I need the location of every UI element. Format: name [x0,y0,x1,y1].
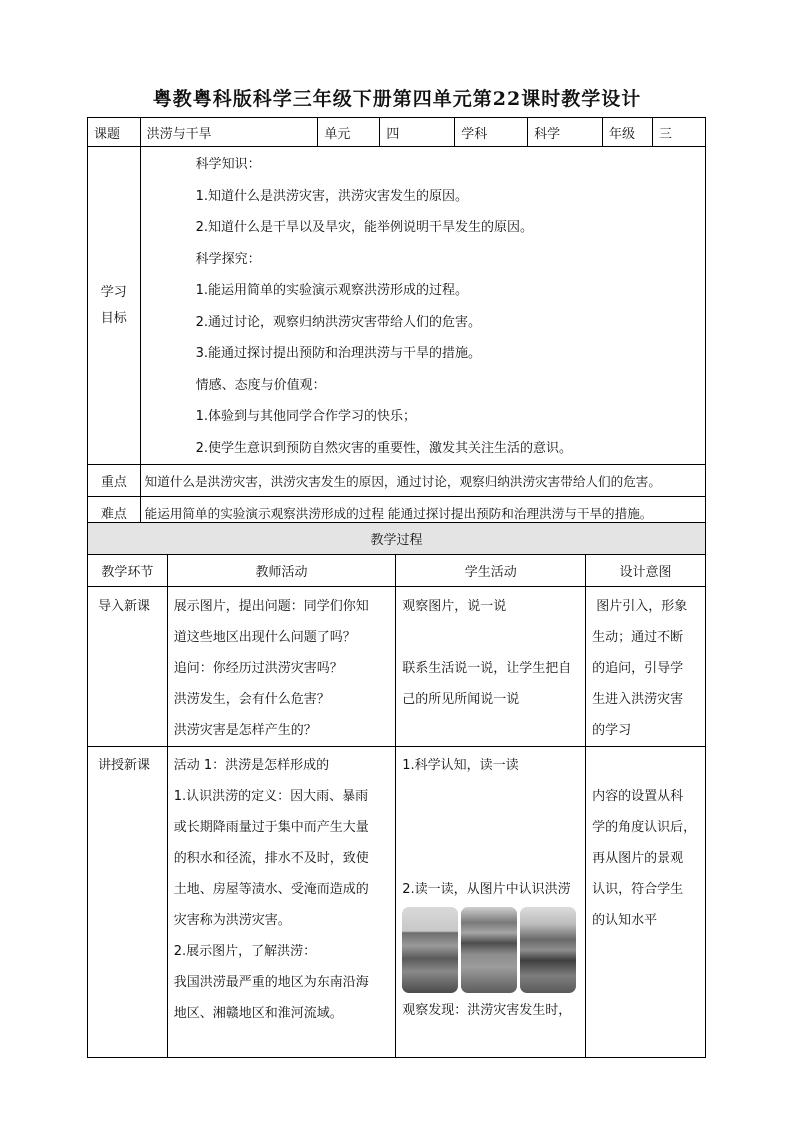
text-line: 展示图片，提出问题：同学们你知 [173,599,369,614]
text-line: 己的所见所闻说一说 [402,692,520,707]
difficulty-text: 能运用简单的实验演示观察洪涝形成的过程 能通过探讨提出预防和治理洪涝与干旱的措施。 [140,497,705,529]
objective-line: 3.能通过探讨提出预防和治理洪涝与干旱的措施。 [195,346,482,361]
objective-line: 科学知识： [195,157,261,172]
objective-line: 1.知道什么是洪涝灾害，洪涝灾害发生的原因。 [195,188,469,204]
flood-rescue-photo [520,907,576,993]
objective-line: 情感、态度与价值观： [195,377,326,393]
text-line: 生进入洪涝灾害 [592,692,684,707]
text-line: 观察图片，说一说 [402,599,507,614]
objectives-label [88,147,141,465]
unit-label: 单元 [318,118,380,147]
student-activity-cell [396,747,586,1058]
text-line: 的学习 [592,723,632,738]
text-line: 洪涝发生，会有什么危害？ [173,692,330,707]
subject-label: 学科 [455,118,528,147]
topic-label: 课题 [88,118,141,147]
column-header-intent: 设计意图 [586,555,706,587]
text-line: 地区、湘赣地区和淮河流域。 [173,1006,343,1021]
text-line: 学的角度认识后， [592,820,697,835]
page-title: 粤教粤科版科学三年级下册第四单元第22课时教学设计 [152,88,642,110]
flooded-street-photo [461,907,517,993]
text-line: 的追问，引导学 [592,661,684,676]
topic-value: 洪涝与干旱 [140,118,318,147]
intent-cell [586,587,706,747]
intent-cell [586,747,706,1058]
text-line: 2.展示图片，了解洪涝： [173,944,317,959]
text-line: 1.认识洪涝的定义：因大雨、暴雨 [173,789,369,804]
flood-photos [402,907,585,993]
unit-value: 四 [380,118,455,147]
table-row [88,587,706,747]
subject-value: 科学 [528,118,603,147]
stage-cell [88,747,168,1058]
text-line: 灾害称为洪涝灾害。 [173,913,291,928]
teaching-process-table [87,522,706,1058]
text-line: 追问：你经历过洪涝灾害吗？ [173,661,343,676]
text-line: 内容的设置从科 [592,789,684,804]
table-row [88,747,706,1058]
lesson-info-table [87,117,706,529]
text-line: 道这些地区出现什么问题了吗？ [173,630,356,645]
objectives-content [140,147,705,465]
grade-label: 年级 [603,118,653,147]
key-point-label: 重点 [88,465,141,497]
student-activity-cell [396,587,586,747]
text-line: 土地、房屋等渍水、受淹而造成的 [173,882,369,897]
text-line [592,750,705,781]
text-line [402,843,585,874]
objective-line: 2.通过讨论，观察归纳洪涝灾害带给人们的危害。 [195,314,482,330]
stage-label: 讲授新课 [98,758,151,773]
column-header-student: 学生活动 [396,555,586,587]
objective-line: 2.使学生意识到预防自然灾害的重要性，激发其关注生活的意识。 [195,440,573,456]
stage-cell [88,587,168,747]
process-heading: 教学过程 [88,523,706,555]
text-line: 活动 1：洪涝是怎样形成的 [173,758,330,773]
text-line: 或长期降雨量过于集中而产生大量 [173,820,369,835]
text-line: 的积水和径流，排水不及时，致使 [173,851,369,866]
text-line: 观察发现：洪涝灾害发生时， [402,1003,572,1018]
text-line [402,622,585,653]
text-line: 的认知水平 [592,913,658,928]
difficulty-label: 难点 [88,497,141,529]
teacher-activity-cell [167,747,396,1058]
text-line: 生动；通过不断 [592,630,684,645]
text-line: 图片引入，形象 [592,599,688,614]
objective-line: 科学探究： [195,251,261,267]
text-line: 认识，符合学生 [592,882,684,897]
stage-label: 导入新课 [98,599,151,614]
objective-line: 1.能运用简单的实验演示观察洪涝形成的过程。 [195,283,469,298]
text-line: 再从图片的景观 [592,851,684,866]
column-header-teacher: 教师活动 [167,555,396,587]
text-line [402,812,585,843]
text-line: 洪涝灾害是怎样产生的？ [173,723,317,738]
grade-value: 三 [652,118,705,147]
text-line [402,781,585,812]
key-point-text: 知道什么是洪涝灾害，洪涝灾害发生的原因，通过讨论，观察归纳洪涝灾害带给人们的危害。 [140,465,705,497]
objective-line: 1.体验到与其他同学合作学习的快乐； [195,409,417,424]
text-line: 2.读一读，从图片中认识洪涝 [402,882,571,897]
objective-line: 2.知道什么是干旱以及旱灾，能举例说明干旱发生的原因。 [195,220,534,235]
text-line: 1.科学认知，读一读 [402,758,519,773]
objectives-label-text: 学习目标 [100,284,127,326]
text-line: 我国洪涝最严重的地区为东南沿海 [173,975,369,990]
column-header-stage: 教学环节 [88,555,168,587]
flooded-field-photo [402,907,458,993]
teacher-activity-cell [167,587,396,747]
text-line: 联系生活说一说，让学生把自 [402,661,572,676]
